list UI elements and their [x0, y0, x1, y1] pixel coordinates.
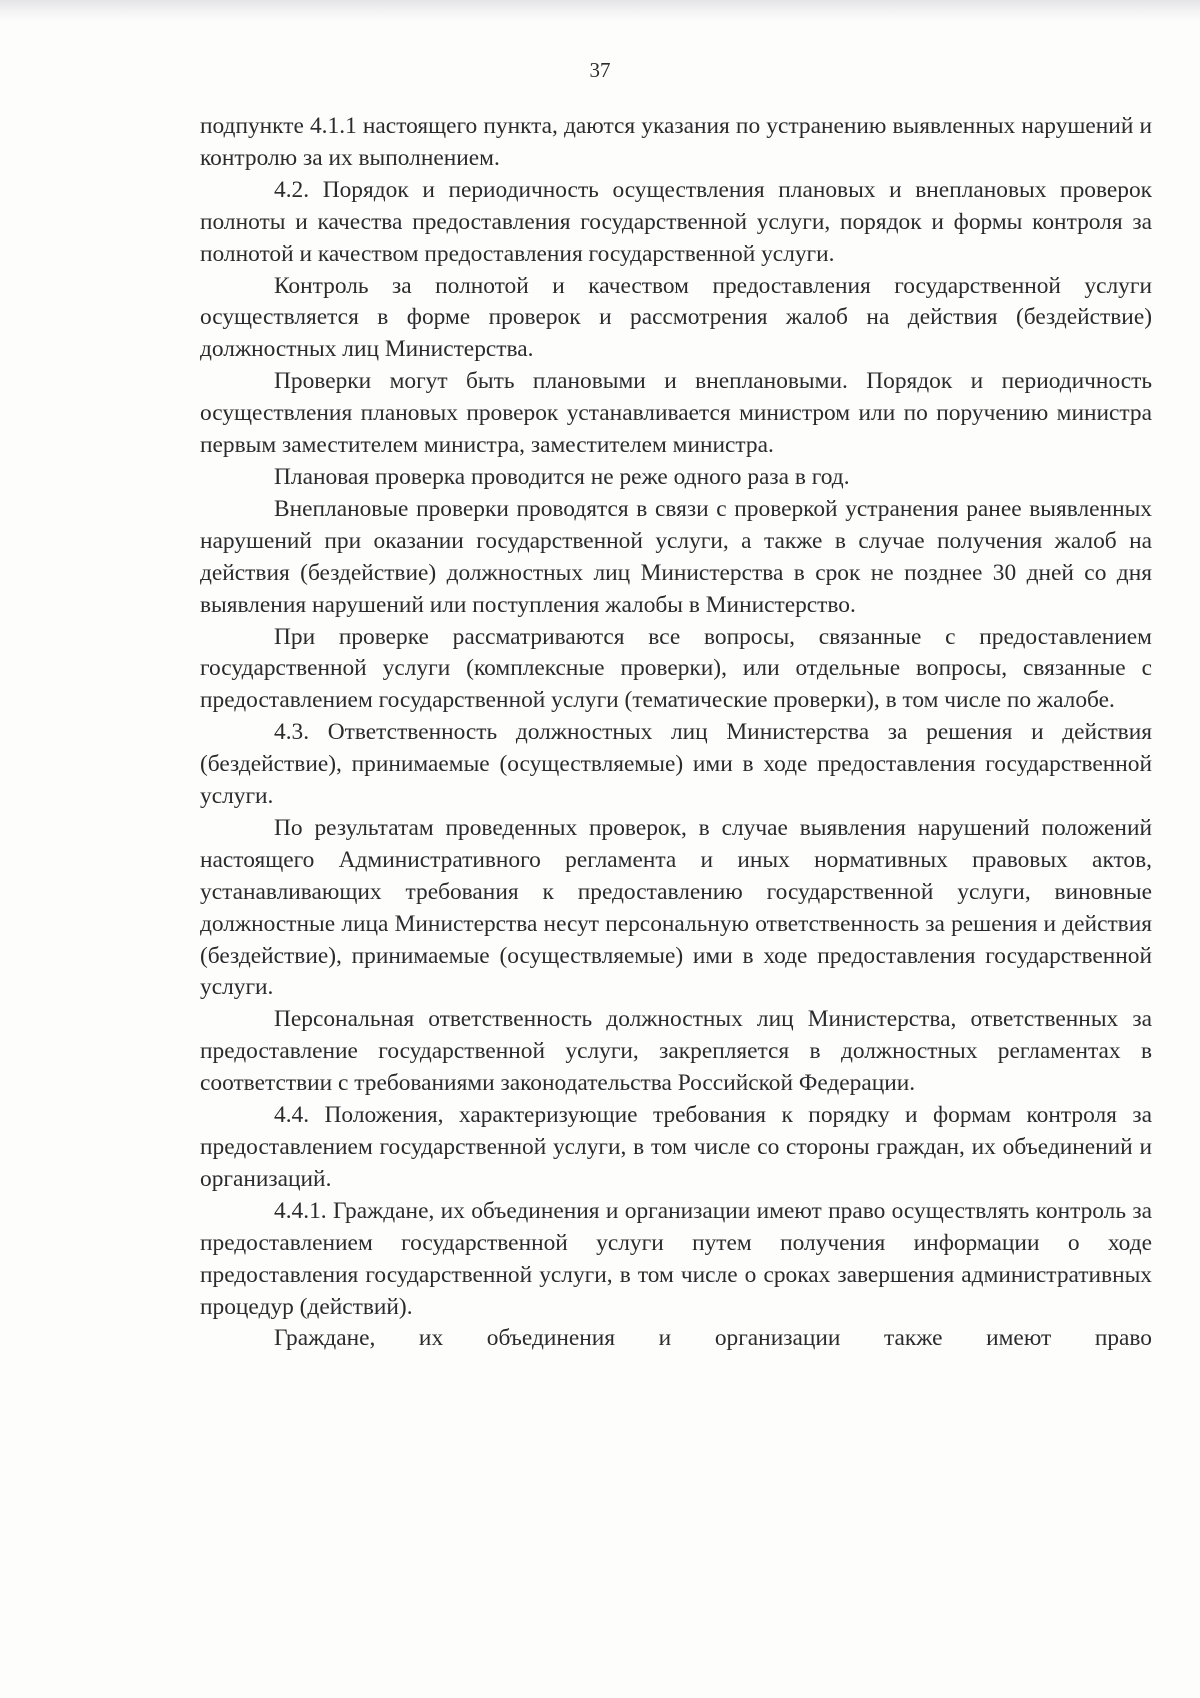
paragraph: При проверке рассматриваются все вопросы, связанные с предоставлением государственной услуги (комплексные проверки), или отдельные вопросы, связанные с предоставлением государственной услуги (тематические проверки), в том числе по жалобе. — [200, 623, 1152, 714]
paragraph: Внеплановые проверки проводятся в связи с проверкой устранения ранее выявленных нарушений при оказании государственной услуги, а также в случае получения жалоб на действия (бездействие) должностных лиц Министерства в срок не позднее 30 дней со дня выявления нарушений или поступления жалобы в Министерство. — [200, 495, 1152, 618]
paragraph: Граждане, их объединения и организации также имеют право — [274, 1325, 1152, 1352]
paragraph: По результатам проведенных проверок, в случае выявления нарушений положений настоящего Административного регламента и иных нормативных правовых актов, устанавливающих требования к предоставлению государственной услуги, виновные должностные лица Министерства несут персональную ответственность за решения и действия (бездействие), принимаемые (осуществляемые) ими в ходе предоставления государственной услуги. — [200, 814, 1152, 1001]
paragraph: Проверки могут быть плановыми и внеплановыми. Порядок и периодичность осуществления плановых проверок устанавливается министром или по поручению министра первым заместителем министра, заместителем министра. — [200, 368, 1152, 459]
paragraph: подпункте 4.1.1 настоящего пункта, даются указания по устранению выявленных нарушений и контролю за их выполнением. — [200, 113, 1152, 171]
paragraph: Плановая проверка проводится не реже одного раза в год. — [274, 463, 850, 490]
paragraph: 4.4. Положения, характеризующие требования к порядку и формам контроля за предоставлением государственной услуги, в том числе со стороны граждан, их объединений и организаций. — [200, 1102, 1152, 1192]
paragraph: 4.4.1. Граждане, их объединения и организации имеют право осуществлять контроль за предоставлением государственной услуги путем получения информации о ходе предоставления государственной услуги, в том числе о сроках завершения административных процедур (действий). — [200, 1197, 1152, 1320]
paragraph: Персональная ответственность должностных лиц Министерства, ответственных за предоставление государственной услуги, закрепляется в должностных регламентах в соответствии с требованиями законодательства Российской Федерации. — [200, 1006, 1152, 1097]
paragraph: 4.2. Порядок и периодичность осуществления плановых и внеплановых проверок полноты и качества предоставления государственной услуги, порядок и формы контроля за полнотой и качеством предоставления государственной услуги. — [200, 176, 1152, 267]
page-number: 37 — [589, 58, 611, 82]
paragraph: Контроль за полнотой и качеством предоставления государственной услуги осуществляется в форме проверок и рассмотрения жалоб на действия (бездействие) должностных лиц Министерства. — [200, 272, 1152, 363]
paragraph: 4.3. Ответственность должностных лиц Министерства за решения и действия (бездействие), принимаемые (осуществляемые) ими в ходе предоставления государственной услуги. — [200, 719, 1152, 810]
scan-top-edge — [0, 0, 1200, 22]
body-text — [200, 111, 1152, 1355]
